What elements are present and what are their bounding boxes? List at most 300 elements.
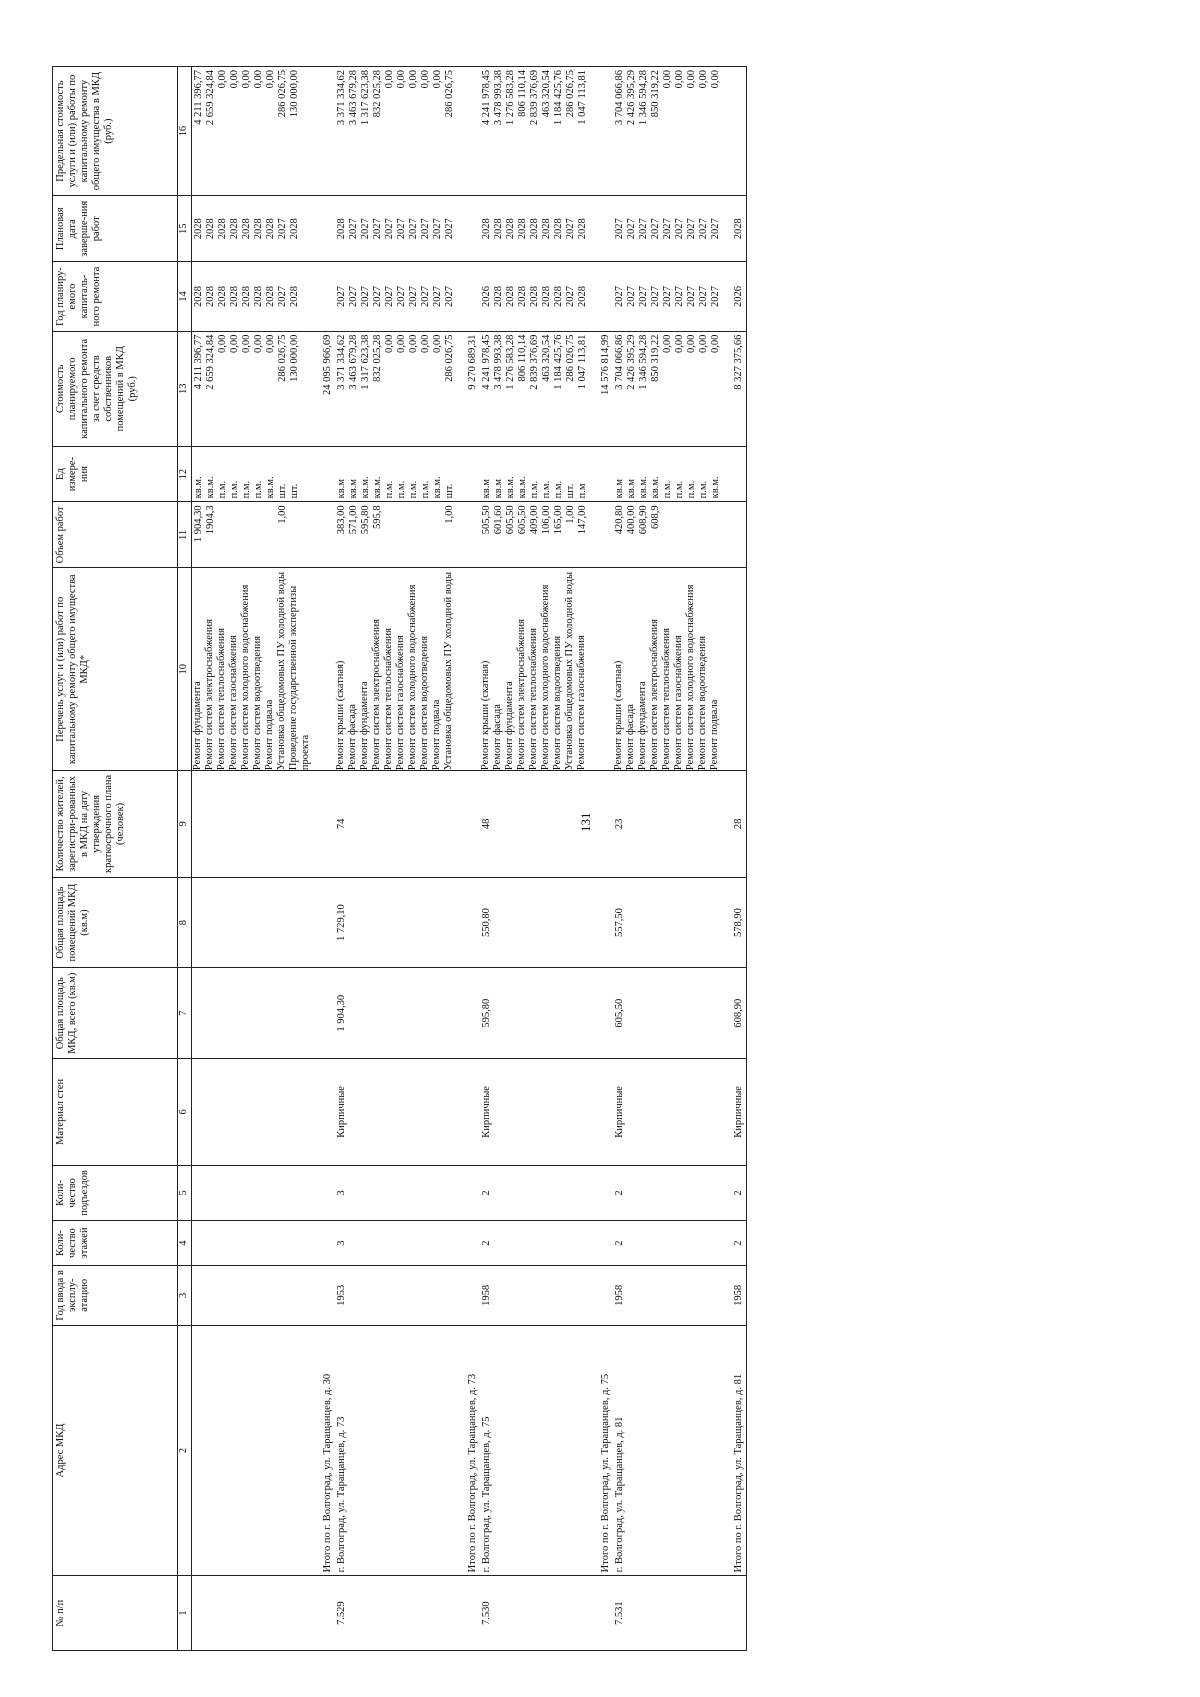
table-row	[192, 67, 313, 1651]
work-cost-line: 850 319,22	[650, 334, 661, 382]
work-limit-cost-line: 832 025,28	[372, 70, 383, 118]
work-year-line: 2028	[493, 286, 504, 308]
work-volume-line: 383,00	[336, 505, 347, 535]
work-volume-line: 1,00	[565, 505, 576, 524]
work-year-line: 2027	[565, 286, 576, 308]
work-item	[335, 568, 457, 771]
rooms-area: 1 729,10	[335, 877, 457, 968]
header-cell: Год ввода в эксплу-атацию	[53, 1265, 178, 1325]
work-item-line: Ремонт систем электроснабжения	[371, 619, 382, 771]
work-limit-cost-line: 2 839 376,69	[529, 70, 540, 126]
work-end-year-line: 2027	[360, 218, 371, 240]
work-volume-line: 147,00	[577, 505, 588, 535]
work-cost-line: 0,00	[253, 334, 264, 354]
header-cell: Коли-чество этажей	[53, 1221, 178, 1266]
work-unit-line: п.м.	[384, 480, 395, 499]
work-item-line: Установка общедомовых ПУ холодной воды	[276, 571, 287, 771]
work-cost-line: 0,00	[396, 334, 407, 354]
empty-cell	[457, 1576, 480, 1651]
work-end-year-line: 2028	[481, 218, 492, 240]
empty-cell	[192, 968, 313, 1059]
work-unit-line: шт.	[565, 483, 576, 499]
work-volume-line	[241, 505, 253, 564]
work-year-line: 2027	[396, 286, 407, 308]
column-number: 1	[178, 1576, 192, 1651]
work-item-line: Ремонт систем водоотведения	[419, 635, 430, 771]
work-unit-line: п.м.	[674, 480, 685, 499]
column-number: 5	[178, 1165, 192, 1220]
work-cost-line: 3 704 066,86	[614, 334, 625, 390]
work-item-line: Установка общедомовых ПУ холодной воды	[564, 571, 575, 771]
work-volume-line	[229, 505, 241, 564]
work-end-year-line: 2027	[674, 218, 685, 240]
work-end-year-line: 2027	[372, 218, 383, 240]
work-cost-line: 2 659 324,84	[205, 334, 216, 390]
header-cell: Стоимость планируемого капитального ремонта за счет средств собственников помещений в МКД (руб.)	[53, 331, 178, 446]
empty-cell	[192, 1059, 313, 1166]
work-end-year	[613, 196, 723, 262]
total-row	[723, 67, 747, 1651]
work-end-year-line: 2027	[650, 218, 661, 240]
work-unit-line: шт.	[277, 483, 288, 499]
work-volume-line	[217, 505, 229, 564]
work-item-line: Ремонт систем электроснабжения	[204, 619, 215, 771]
work-volume-line	[698, 505, 710, 564]
work-year-line: 2027	[372, 286, 383, 308]
work-year-line: 2027	[420, 286, 431, 308]
work-unit-line: п.м.	[553, 480, 564, 499]
work-limit-cost-line: 3 704 066,86	[614, 70, 625, 126]
work-limit-cost-line: 0,00	[674, 70, 685, 89]
work-limit-cost-line: 0,00	[396, 70, 407, 89]
header-cell: Ед измере-ния	[53, 446, 178, 501]
work-end-year-line: 2028	[229, 218, 240, 240]
work-volume-line: 608,9	[650, 505, 661, 529]
column-number: 13	[178, 331, 192, 446]
column-number: 7	[178, 968, 192, 1059]
work-cost-line: 286 026,75	[277, 334, 288, 382]
column-number: 12	[178, 446, 192, 501]
work-limit-cost-line: 4 211 396,77	[193, 70, 204, 125]
empty-cell	[590, 1576, 613, 1651]
work-cost-line: 2 426 395,29	[626, 334, 637, 390]
work-limit-cost-line: 1 317 623,38	[360, 70, 371, 126]
empty-cell	[723, 568, 747, 771]
work-volume-line	[384, 505, 396, 564]
empty-cell	[312, 446, 335, 501]
work-limit-cost-line: 286 026,75	[277, 70, 288, 118]
work-year-line: 2026	[481, 286, 492, 308]
work-item-line: Ремонт систем теплоснабжения	[216, 628, 227, 771]
work-cost	[480, 331, 590, 446]
residents: 23	[613, 771, 723, 878]
work-cost-line: 0,00	[217, 334, 228, 354]
empty-cell	[590, 196, 613, 262]
work-unit-line: п.м.	[529, 480, 540, 499]
empty-cell	[590, 67, 613, 196]
empty-cell	[457, 568, 480, 771]
empty-cell	[723, 446, 747, 501]
work-volume-line: 601,60	[493, 505, 504, 535]
work-limit-cost-line: 0,00	[253, 70, 264, 89]
total-area: 1 904,30	[335, 968, 457, 1059]
work-end-year-line: 2028	[505, 218, 516, 240]
work-year-line: 2028	[577, 286, 588, 308]
work-limit-cost-line: 0,00	[698, 70, 709, 89]
work-end-year-line: 2027	[698, 218, 709, 240]
work-cost-line: 0,00	[674, 334, 685, 354]
work-cost-line: 0,00	[698, 334, 709, 354]
empty-cell	[590, 1059, 613, 1166]
work-cost-line: 1 276 583,28	[505, 334, 516, 390]
row-number: 7.530	[480, 1576, 590, 1651]
empty-cell	[590, 446, 613, 501]
work-unit-line: кв.м.	[265, 476, 276, 499]
work-cost-line: 0,00	[710, 334, 721, 354]
empty-cell	[192, 1325, 313, 1576]
work-item-line: Ремонт фундамента	[359, 681, 370, 771]
work-cost-line: 0,00	[241, 334, 252, 354]
work-volume-line	[432, 505, 444, 564]
work-cost-line: 286 026,75	[444, 334, 455, 382]
total-row	[312, 67, 335, 1651]
column-number: 14	[178, 262, 192, 331]
floors: 3	[335, 1221, 457, 1266]
work-limit-cost-line: 3 371 334,62	[336, 70, 347, 126]
work-volume-line: 608,90	[638, 505, 649, 535]
empty-cell	[590, 502, 613, 568]
empty-cell	[590, 568, 613, 771]
entrances: 2	[480, 1165, 590, 1220]
work-volume-line	[289, 505, 301, 564]
work-volume-line: 505,50	[481, 505, 492, 535]
work-volume-line: 595,80	[360, 505, 371, 535]
work-item-line: Ремонт систем теплоснабжения	[661, 628, 672, 771]
empty-cell	[590, 262, 613, 331]
work-item-line: Проведение государственной экспертизы проекта	[288, 585, 311, 771]
work-volume	[192, 502, 313, 568]
work-volume-line: 595,8	[372, 505, 383, 529]
work-end-year-line: 2028	[265, 218, 276, 240]
work-limit-cost	[335, 67, 457, 196]
work-limit-cost-line: 0,00	[384, 70, 395, 89]
work-end-year-line: 2027	[420, 218, 431, 240]
work-volume-line: 605,50	[517, 505, 528, 535]
work-item-line: Ремонт систем водоотведения	[252, 635, 263, 771]
work-item-line: Ремонт фасада	[492, 704, 503, 771]
floors: 2	[723, 1221, 747, 1266]
empty-cell	[192, 1165, 313, 1220]
empty-cell	[723, 502, 747, 568]
work-item-line: Ремонт крыши (скатная)	[335, 660, 346, 771]
work-volume-line: 400,00	[626, 505, 637, 535]
work-year-line: 2028	[553, 286, 564, 308]
year-built: 1958	[723, 1265, 747, 1325]
empty-cell	[312, 502, 335, 568]
work-limit-cost-line: 0,00	[241, 70, 252, 89]
work-end-year-line: 2028	[541, 218, 552, 240]
empty-cell	[192, 1221, 313, 1266]
header-cell: Коли-чество подъездов	[53, 1165, 178, 1220]
work-item-line: Установка общедомовых ПУ холодной воды	[443, 571, 454, 771]
work-end-year-line: 2027	[348, 218, 359, 240]
work-item-line: Ремонт фасада	[347, 704, 358, 771]
work-volume	[613, 502, 723, 568]
work-unit-line: кв.м.	[205, 476, 216, 499]
work-item-line: Ремонт фасада	[625, 704, 636, 771]
header-cell: Плановая дата заверше-ния работ	[53, 196, 178, 262]
address: г. Волгоград, ул. Таращанцев, д. 81	[613, 1325, 723, 1576]
work-item-line: Ремонт систем водоотведения	[697, 635, 708, 771]
empty-cell	[312, 1221, 335, 1266]
work-limit-cost-line: 286 026,75	[444, 70, 455, 118]
residents: 48	[480, 771, 590, 878]
work-volume-line: 1,00	[444, 505, 455, 524]
work-end-year	[480, 196, 590, 262]
work-unit-line: п.м	[577, 483, 588, 499]
work-unit-line: п.м.	[217, 480, 228, 499]
rotated-table-container	[52, 66, 1192, 1651]
empty-cell	[192, 771, 313, 878]
empty-cell	[590, 968, 613, 1059]
work-year-line: 2027	[710, 286, 721, 308]
work-unit-line: кв.м.	[372, 476, 383, 499]
work-volume-line: 1,00	[277, 505, 288, 524]
column-number: 11	[178, 502, 192, 568]
work-cost-line: 806 110,14	[517, 334, 528, 382]
work-limit-cost-line: 130 000,00	[289, 70, 300, 118]
entrances: 2	[613, 1165, 723, 1220]
empty-cell	[457, 1059, 480, 1166]
work-unit-line: п.м.	[408, 480, 419, 499]
work-year-line: 2027	[384, 286, 395, 308]
header-cell: Количество жителей, зарегистри-рованных в МКД на дату утверждения краткосрочного плана (человек)	[53, 771, 178, 878]
work-cost-line: 0,00	[265, 334, 276, 354]
work-item-line: Ремонт систем холодного водоснабжения	[540, 584, 551, 771]
work-year-line: 2027	[408, 286, 419, 308]
work-limit-cost-line: 850 319,22	[650, 70, 661, 118]
work-item-line: Ремонт систем водоотведения	[552, 635, 563, 771]
total-label: Итого по г. Волгоград, ул. Таращанцев, д. 30	[312, 1325, 335, 1576]
work-unit-line: п.м.	[420, 480, 431, 499]
column-number: 2	[178, 1325, 192, 1576]
work-limit-cost	[192, 67, 313, 196]
empty-cell	[457, 446, 480, 501]
rooms-area: 550,80	[480, 877, 590, 968]
work-year-line: 2027	[626, 286, 637, 308]
work-cost-line: 0,00	[384, 334, 395, 354]
work-unit-line: кв.м.	[517, 476, 528, 499]
header-cell: Объем работ	[53, 502, 178, 568]
column-number: 8	[178, 877, 192, 968]
work-cost-line: 1 047 113,81	[577, 334, 588, 390]
table-row	[613, 67, 723, 1651]
work-limit-cost-line: 0,00	[420, 70, 431, 89]
empty-cell	[312, 67, 335, 196]
entrances: 2	[723, 1165, 747, 1220]
work-cost-line: 0,00	[229, 334, 240, 354]
work-year-line: 2028	[253, 286, 264, 308]
work-unit-line: кв.м.	[193, 476, 204, 499]
work-limit-cost-line: 0,00	[710, 70, 721, 89]
work-volume-line	[253, 505, 265, 564]
work-end-year-line: 2028	[205, 218, 216, 240]
work-volume-line	[674, 505, 686, 564]
empty-cell	[312, 877, 335, 968]
empty-cell	[312, 196, 335, 262]
empty-cell	[192, 1576, 313, 1651]
work-cost-line: 0,00	[408, 334, 419, 354]
work-year-line: 2027	[638, 286, 649, 308]
empty-cell	[457, 67, 480, 196]
work-limit-cost-line: 1 276 583,28	[505, 70, 516, 126]
year-built: 1958	[613, 1265, 723, 1325]
work-item-line: Ремонт фундамента	[192, 681, 203, 771]
work-cost-line: 4 241 978,45	[481, 334, 492, 390]
work-item-line: Ремонт систем газоснабжения	[673, 635, 684, 771]
work-unit-line: п.м.	[541, 480, 552, 499]
work-year-line: 2028	[505, 286, 516, 308]
work-volume	[335, 502, 457, 568]
work-limit-cost-line: 1 047 113,81	[577, 70, 588, 125]
work-unit-line: п.м.	[698, 480, 709, 499]
work-cost-line: 1 184 425,76	[553, 334, 564, 390]
work-unit-line: кв.м	[336, 478, 347, 499]
row-number: 7.531	[613, 1576, 723, 1651]
work-end-year-line: 2028	[493, 218, 504, 240]
rooms-area: 557,50	[613, 877, 723, 968]
work-cost	[192, 331, 313, 446]
work-end-year-line: 2028	[529, 218, 540, 240]
empty-cell	[457, 1265, 480, 1325]
work-unit-line: п.м.	[396, 480, 407, 499]
empty-cell	[457, 877, 480, 968]
work-volume-line: 165,00	[553, 505, 564, 535]
work-item-line: Ремонт систем электроснабжения	[516, 619, 527, 771]
work-unit-line: кв.м	[481, 478, 492, 499]
column-number: 3	[178, 1265, 192, 1325]
column-number: 10	[178, 568, 192, 771]
work-limit-cost	[480, 67, 590, 196]
work-cost-line: 130 000,00	[289, 334, 300, 382]
work-cost-line: 0,00	[686, 334, 697, 354]
header-cell: Материал стен	[53, 1059, 178, 1166]
work-year-line: 2027	[360, 286, 371, 308]
work-cost	[335, 331, 457, 446]
total-cost: 24 095 966,69	[312, 331, 335, 446]
work-unit-line: п.м.	[241, 480, 252, 499]
year-built: 1953	[335, 1265, 457, 1325]
work-limit-cost-line: 0,00	[432, 70, 443, 89]
work-unit	[480, 446, 590, 501]
work-item	[192, 568, 313, 771]
total-area: 595,80	[480, 968, 590, 1059]
entrances: 3	[335, 1165, 457, 1220]
work-cost-line: 3 463 679,28	[348, 334, 359, 390]
work-item-line: Ремонт подвала	[264, 699, 275, 771]
empty-cell	[312, 968, 335, 1059]
work-cost-line: 4 211 396,77	[193, 334, 204, 390]
empty-cell	[723, 67, 747, 196]
floors: 2	[480, 1221, 590, 1266]
work-year-line: 2027	[674, 286, 685, 308]
header-cell: Адрес МКД	[53, 1325, 178, 1576]
work-item-line: Ремонт систем теплоснабжения	[528, 628, 539, 771]
empty-cell	[723, 1576, 747, 1651]
work-limit-cost-line: 4 241 978,45	[481, 70, 492, 126]
empty-cell	[590, 771, 613, 878]
work-volume	[480, 502, 590, 568]
empty-cell	[457, 262, 480, 331]
work-item-line: Ремонт систем электроснабжения	[649, 619, 660, 771]
work-year-line: 2027	[336, 286, 347, 308]
work-end-year-line: 2027	[408, 218, 419, 240]
work-item-line: Ремонт систем газоснабжения	[228, 635, 239, 771]
work-unit-line: п.м.	[662, 480, 673, 499]
work-year-line: 2028	[529, 286, 540, 308]
work-year-line: 2027	[432, 286, 443, 308]
work-year-line: 2027	[698, 286, 709, 308]
table-body	[192, 67, 747, 1651]
work-item-line: Ремонт крыши (скатная)	[480, 660, 491, 771]
work-end-year-line: 2027	[614, 218, 625, 240]
work-end-year-line: 2027	[710, 218, 721, 240]
work-cost-line: 286 026,75	[565, 334, 576, 382]
total-label: Итого по г. Волгоград, ул. Таращанцев, д. 81	[723, 1325, 747, 1576]
work-end-year: 2028	[723, 196, 747, 262]
total-cost: 8 327 375,66	[723, 331, 747, 446]
work-end-year-line: 2028	[553, 218, 564, 240]
residents: 74	[335, 771, 457, 878]
work-year	[480, 262, 590, 331]
work-unit-line: п.м.	[686, 480, 697, 499]
work-end-year	[192, 196, 313, 262]
work-unit-line: кв.м.	[638, 476, 649, 499]
work-volume-line	[420, 505, 432, 564]
work-end-year-line: 2027	[686, 218, 697, 240]
page-number: 131	[578, 812, 593, 832]
work-year-line: 2027	[444, 286, 455, 308]
work-limit-cost-line: 2 426 395,29	[626, 70, 637, 126]
work-limit-cost-line: 3 463 679,28	[348, 70, 359, 126]
work-cost-line: 0,00	[420, 334, 431, 354]
work-volume-line	[710, 505, 722, 564]
wall-material: Кирпичные	[613, 1059, 723, 1166]
floors: 2	[613, 1221, 723, 1266]
work-limit-cost-line: 3 478 993,38	[493, 70, 504, 126]
work-end-year-line: 2027	[432, 218, 443, 240]
empty-cell	[312, 568, 335, 771]
work-end-year-line: 2027	[638, 218, 649, 240]
work-volume-line	[686, 505, 698, 564]
work-end-year-line: 2028	[217, 218, 228, 240]
work-unit	[192, 446, 313, 501]
work-item-line: Ремонт систем холодного водоснабжения	[240, 584, 251, 771]
empty-cell	[457, 968, 480, 1059]
work-volume-line: 409,00	[529, 505, 540, 535]
empty-cell	[590, 1165, 613, 1220]
header-cell: Перечень услуг и (или) работ по капитальному ремонту общего имущества МКД*	[53, 568, 178, 771]
work-end-year-line: 2027	[565, 218, 576, 240]
empty-cell	[457, 1165, 480, 1220]
work-unit-line: кв.м.	[360, 476, 371, 499]
work-cost-line: 832 025,28	[372, 334, 383, 382]
work-year-line: 2027	[662, 286, 673, 308]
work-end-year-line: 2027	[277, 218, 288, 240]
work-unit-line: кв.м	[493, 478, 504, 499]
work-end-year-line: 2028	[517, 218, 528, 240]
work-end-year-line: 2027	[444, 218, 455, 240]
